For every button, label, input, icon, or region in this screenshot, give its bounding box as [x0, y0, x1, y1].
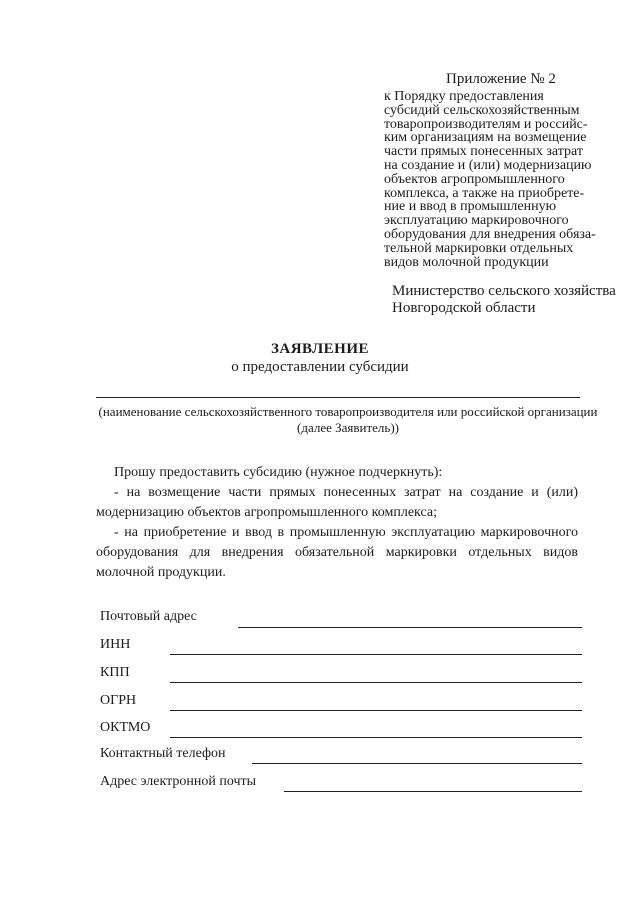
- ogrn-field[interactable]: [170, 710, 582, 711]
- email-label: Адрес электронной почты: [100, 774, 257, 789]
- inn-row: [100, 637, 582, 657]
- kpp-row: [100, 665, 582, 685]
- postal-address-label: Почтовый адрес: [100, 609, 197, 624]
- postal-address-field[interactable]: [238, 627, 582, 628]
- applicant-name-caption: (наименование сельскохозяйственного товаропроизводителя или российской организации (далее Заявитель)): [98, 404, 598, 435]
- appendix-description: к Порядку предоставления субсидий сельскохозяйственным товаропроизводителям и российс- ким организациям на возмещение части прямых понесенных затрат на создание и (или) модернизацию объектов агропромышленного комплекса, а также на приобрете- ние и ввод в промышленную эксплуатацию маркировочного оборудования для внедрения обяза- тельной маркировки отдельных видов молочной продукции: [384, 89, 596, 270]
- email-row: [100, 774, 582, 794]
- applicant-name-field[interactable]: [96, 397, 580, 398]
- recipient-ministry: Министерство сельского хозяйства Новгородской области: [392, 283, 616, 316]
- oktmo-label: ОКТМО: [100, 720, 151, 735]
- document-subtitle: о предоставлении субсидии: [231, 359, 409, 375]
- email-field[interactable]: [284, 791, 582, 792]
- request-option-equipment[interactable]: - на приобретение и ввод в промышленную эксплуатацию маркировочного оборудования для внедрения обязательной маркировки отдельных видов молочной продукции.: [96, 525, 578, 580]
- inn-field[interactable]: [170, 654, 582, 655]
- request-option-reimbursement[interactable]: - на возмещение части прямых понесенных затрат на создание и (или) модернизацию объектов агропромышленного комплекса;: [96, 485, 578, 520]
- phone-row: [100, 746, 582, 766]
- kpp-label: КПП: [100, 665, 130, 680]
- request-section: [96, 463, 578, 583]
- ogrn-label: ОГРН: [100, 693, 137, 708]
- oktmo-row: [100, 720, 582, 740]
- inn-label: ИНН: [100, 637, 131, 652]
- kpp-field[interactable]: [170, 682, 582, 683]
- document-title: ЗАЯВЛЕНИЕ: [270, 341, 370, 357]
- postal-address-row: [100, 609, 582, 629]
- request-intro: Прошу предоставить субсидию (нужное подчеркнуть):: [114, 465, 443, 480]
- oktmo-field[interactable]: [170, 737, 582, 738]
- phone-label: Контактный телефон: [100, 746, 226, 761]
- ogrn-row: [100, 693, 582, 713]
- phone-field[interactable]: [252, 763, 582, 764]
- appendix-title: Приложение № 2: [446, 71, 556, 87]
